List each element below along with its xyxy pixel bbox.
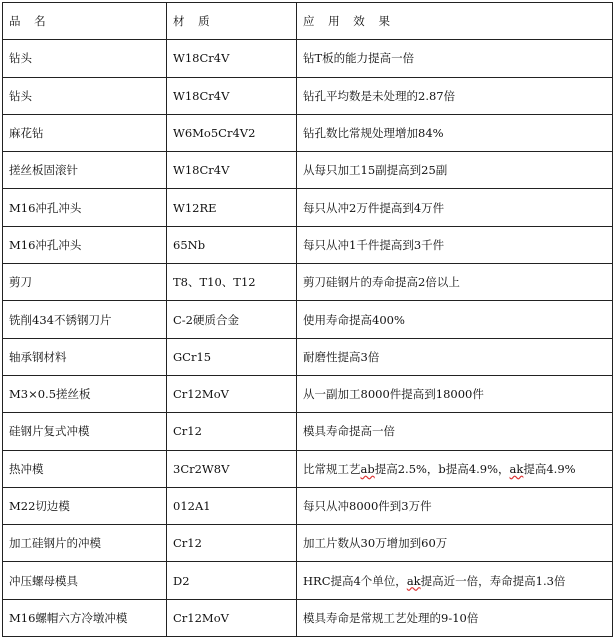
- table-row: [3, 599, 613, 636]
- effect-text: 提高近一倍，寿命提高1.3倍: [420, 573, 566, 588]
- cell-name: 冲压螺母模具: [3, 562, 167, 599]
- cell-material: GCr15: [167, 338, 297, 375]
- cell-effect: 模具寿命是常规工艺处理的9-10倍: [297, 599, 613, 636]
- table-row: [3, 226, 613, 263]
- cell-effect: 钻孔数比常规处理增加84%: [297, 114, 613, 151]
- cell-material: Cr12: [167, 413, 297, 450]
- table-row: [3, 375, 613, 412]
- table-row: [3, 77, 613, 114]
- table-header-row: [3, 3, 613, 40]
- table-row: [3, 487, 613, 524]
- cell-effect: 剪刀硅钢片的寿命提高2倍以上: [297, 264, 613, 301]
- effect-text: 比常规工艺: [303, 461, 361, 476]
- cell-name: 钻头: [3, 77, 167, 114]
- cell-material: Cr12: [167, 525, 297, 562]
- table-row: [3, 152, 613, 189]
- cell-effect: 每只从冲1千件提高到3千件: [297, 226, 613, 263]
- cell-material: Cr12MoV: [167, 599, 297, 636]
- effect-text: 提高4.9%: [523, 461, 576, 476]
- cell-name: 铣削434不锈钢刀片: [3, 301, 167, 338]
- cell-material: T8、T10、T12: [167, 264, 297, 301]
- table-row: [3, 114, 613, 151]
- header-name: 品 名: [3, 3, 167, 40]
- cell-name: 加工硅钢片的冲模: [3, 525, 167, 562]
- cell-name: M3×0.5搓丝板: [3, 375, 167, 412]
- cell-effect: 耐磨性提高3倍: [297, 338, 613, 375]
- cell-name: 硅钢片复式冲模: [3, 413, 167, 450]
- table-row: [3, 562, 613, 599]
- effect-text: HRC提高4个单位，: [303, 573, 407, 588]
- cell-material: W18Cr4V: [167, 152, 297, 189]
- cell-material: 65Nb: [167, 226, 297, 263]
- data-table-container: [2, 2, 612, 637]
- cell-material: W6Mo5Cr4V2: [167, 114, 297, 151]
- table-row: [3, 189, 613, 226]
- cell-name: M16冲孔冲头: [3, 226, 167, 263]
- effect-text-underlined: ak: [509, 461, 524, 476]
- cell-effect: [297, 450, 613, 487]
- table-row: [3, 338, 613, 375]
- cell-material: Cr12MoV: [167, 375, 297, 412]
- header-material: 材 质: [167, 3, 297, 40]
- table-row: [3, 450, 613, 487]
- cell-name: M16螺帽六方冷墩冲模: [3, 599, 167, 636]
- table-row: [3, 525, 613, 562]
- cell-material: 3Cr2W8V: [167, 450, 297, 487]
- table-row: [3, 413, 613, 450]
- cell-name: 热冲模: [3, 450, 167, 487]
- cell-effect: 从一副加工8000件提高到18000件: [297, 375, 613, 412]
- cell-effect: [297, 562, 613, 599]
- cell-material: W18Cr4V: [167, 40, 297, 77]
- cell-name: 剪刀: [3, 264, 167, 301]
- cell-name: 麻花钻: [3, 114, 167, 151]
- header-effect: 应 用 效 果: [297, 3, 613, 40]
- cell-material: 012A1: [167, 487, 297, 524]
- cell-effect: 从每只加工15副提高到25副: [297, 152, 613, 189]
- effect-text: 提高2.5%，b提高4.9%，: [374, 461, 510, 476]
- cell-material: C-2硬质合金: [167, 301, 297, 338]
- effect-text-underlined: ak: [406, 573, 421, 588]
- cell-name: 搓丝板固滚针: [3, 152, 167, 189]
- table-row: [3, 264, 613, 301]
- cell-effect: 每只从冲8000件到3万件: [297, 487, 613, 524]
- cell-name: M16冲孔冲头: [3, 189, 167, 226]
- treatment-effect-table: [2, 2, 613, 637]
- cell-effect: 钻孔平均数是未处理的2.87倍: [297, 77, 613, 114]
- cell-material: W18Cr4V: [167, 77, 297, 114]
- cell-name: 轴承钢材料: [3, 338, 167, 375]
- cell-name: M22切边模: [3, 487, 167, 524]
- cell-effect: 每只从冲2万件提高到4万件: [297, 189, 613, 226]
- table-row: [3, 301, 613, 338]
- cell-material: D2: [167, 562, 297, 599]
- cell-effect: 使用寿命提高400%: [297, 301, 613, 338]
- table-row: [3, 40, 613, 77]
- cell-effect: 加工片数从30万增加到60万: [297, 525, 613, 562]
- effect-text-underlined: ab: [360, 461, 375, 476]
- cell-material: W12RE: [167, 189, 297, 226]
- cell-effect: 模具寿命提高一倍: [297, 413, 613, 450]
- cell-effect: 钻T板的能力提高一倍: [297, 40, 613, 77]
- cell-name: 钻头: [3, 40, 167, 77]
